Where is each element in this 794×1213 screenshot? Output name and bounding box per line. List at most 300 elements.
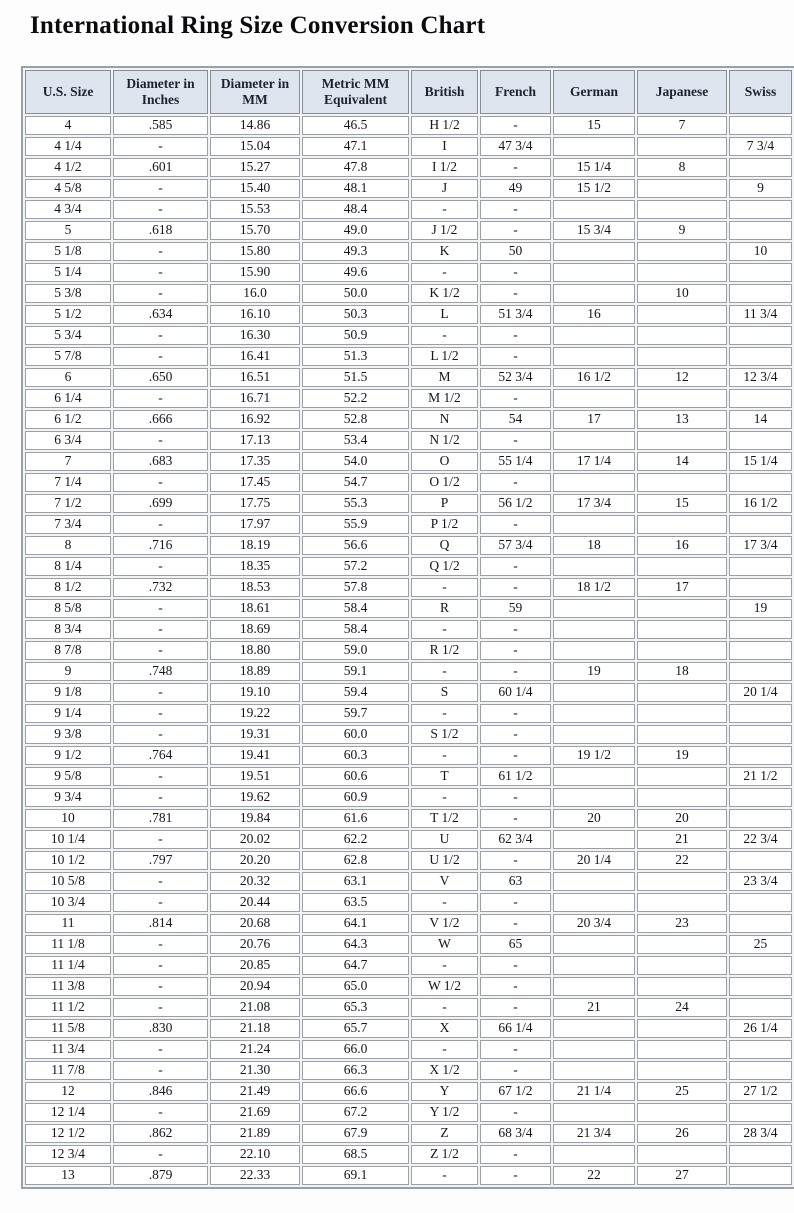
cell-german <box>553 788 635 807</box>
table-row <box>25 536 792 555</box>
cell-french: - <box>480 641 551 660</box>
cell-diameter-mm: 20.85 <box>210 956 300 975</box>
cell-swiss <box>729 515 792 534</box>
cell-swiss: 16 1/2 <box>729 494 792 513</box>
cell-french: - <box>480 851 551 870</box>
cell-diameter-mm: 15.27 <box>210 158 300 177</box>
cell-british: Q 1/2 <box>411 557 478 576</box>
cell-metric-mm: 59.1 <box>302 662 409 681</box>
cell-diameter-inches: .618 <box>113 221 208 240</box>
cell-japanese <box>637 1019 727 1038</box>
cell-us-size: 9 1/8 <box>25 683 111 702</box>
cell-french: - <box>480 284 551 303</box>
cell-us-size: 7 1/2 <box>25 494 111 513</box>
cell-us-size: 9 3/8 <box>25 725 111 744</box>
cell-metric-mm: 69.1 <box>302 1166 409 1185</box>
cell-french: - <box>480 956 551 975</box>
cell-french: - <box>480 704 551 723</box>
cell-french: 50 <box>480 242 551 261</box>
cell-swiss <box>729 977 792 996</box>
cell-diameter-mm: 21.69 <box>210 1103 300 1122</box>
cell-diameter-mm: 21.49 <box>210 1082 300 1101</box>
cell-japanese: 15 <box>637 494 727 513</box>
cell-diameter-inches: - <box>113 326 208 345</box>
cell-german: 20 <box>553 809 635 828</box>
cell-japanese <box>637 137 727 156</box>
cell-french: - <box>480 998 551 1017</box>
table-row <box>25 494 792 513</box>
cell-japanese <box>637 599 727 618</box>
cell-german: 21 3/4 <box>553 1124 635 1143</box>
cell-metric-mm: 51.5 <box>302 368 409 387</box>
cell-japanese <box>637 935 727 954</box>
cell-diameter-inches: .666 <box>113 410 208 429</box>
cell-german <box>553 872 635 891</box>
cell-us-size: 4 <box>25 116 111 135</box>
cell-us-size: 5 1/4 <box>25 263 111 282</box>
header-row <box>25 70 792 114</box>
cell-metric-mm: 48.4 <box>302 200 409 219</box>
cell-japanese <box>637 683 727 702</box>
cell-french: - <box>480 725 551 744</box>
cell-japanese <box>637 725 727 744</box>
cell-british: - <box>411 200 478 219</box>
cell-metric-mm: 57.8 <box>302 578 409 597</box>
table-row <box>25 662 792 681</box>
cell-diameter-mm: 18.80 <box>210 641 300 660</box>
cell-french: - <box>480 347 551 366</box>
cell-french: - <box>480 746 551 765</box>
cell-japanese: 14 <box>637 452 727 471</box>
cell-diameter-inches: - <box>113 1145 208 1164</box>
table-row <box>25 284 792 303</box>
cell-diameter-mm: 22.33 <box>210 1166 300 1185</box>
cell-metric-mm: 54.7 <box>302 473 409 492</box>
cell-german: 20 1/4 <box>553 851 635 870</box>
cell-french: - <box>480 431 551 450</box>
cell-french: - <box>480 116 551 135</box>
cell-diameter-inches: .699 <box>113 494 208 513</box>
cell-diameter-mm: 20.20 <box>210 851 300 870</box>
cell-french: - <box>480 158 551 177</box>
cell-diameter-inches: .650 <box>113 368 208 387</box>
table-row <box>25 1019 792 1038</box>
cell-diameter-mm: 21.24 <box>210 1040 300 1059</box>
cell-us-size: 7 <box>25 452 111 471</box>
cell-japanese: 13 <box>637 410 727 429</box>
table-row <box>25 452 792 471</box>
cell-diameter-mm: 19.10 <box>210 683 300 702</box>
table-header <box>25 70 792 114</box>
cell-japanese <box>637 620 727 639</box>
cell-german: 15 3/4 <box>553 221 635 240</box>
table-row <box>25 620 792 639</box>
cell-diameter-inches: - <box>113 1040 208 1059</box>
cell-diameter-mm: 20.44 <box>210 893 300 912</box>
cell-british: Y 1/2 <box>411 1103 478 1122</box>
cell-british: T 1/2 <box>411 809 478 828</box>
table-row <box>25 809 792 828</box>
cell-swiss <box>729 956 792 975</box>
cell-diameter-mm: 16.41 <box>210 347 300 366</box>
cell-german <box>553 326 635 345</box>
cell-us-size: 12 1/2 <box>25 1124 111 1143</box>
cell-swiss <box>729 788 792 807</box>
cell-japanese: 9 <box>637 221 727 240</box>
cell-us-size: 12 3/4 <box>25 1145 111 1164</box>
cell-japanese <box>637 347 727 366</box>
cell-french: 60 1/4 <box>480 683 551 702</box>
cell-us-size: 11 7/8 <box>25 1061 111 1080</box>
cell-diameter-mm: 21.08 <box>210 998 300 1017</box>
cell-japanese: 24 <box>637 998 727 1017</box>
cell-us-size: 9 <box>25 662 111 681</box>
cell-diameter-inches: - <box>113 620 208 639</box>
cell-diameter-inches: .683 <box>113 452 208 471</box>
cell-british: L <box>411 305 478 324</box>
cell-german: 16 1/2 <box>553 368 635 387</box>
cell-german <box>553 704 635 723</box>
cell-british: X 1/2 <box>411 1061 478 1080</box>
cell-swiss: 21 1/2 <box>729 767 792 786</box>
cell-diameter-mm: 15.04 <box>210 137 300 156</box>
cell-german: 15 1/4 <box>553 158 635 177</box>
cell-british: - <box>411 1040 478 1059</box>
cell-diameter-mm: 16.10 <box>210 305 300 324</box>
column-header-metric-mm: Metric MM Equivalent <box>302 70 409 114</box>
cell-metric-mm: 66.6 <box>302 1082 409 1101</box>
cell-metric-mm: 52.2 <box>302 389 409 408</box>
cell-us-size: 13 <box>25 1166 111 1185</box>
cell-swiss: 12 3/4 <box>729 368 792 387</box>
cell-diameter-inches: - <box>113 788 208 807</box>
cell-us-size: 10 5/8 <box>25 872 111 891</box>
cell-swiss: 9 <box>729 179 792 198</box>
cell-german <box>553 389 635 408</box>
cell-british: I <box>411 137 478 156</box>
cell-swiss: 20 1/4 <box>729 683 792 702</box>
cell-metric-mm: 49.0 <box>302 221 409 240</box>
cell-german <box>553 620 635 639</box>
cell-british: - <box>411 893 478 912</box>
cell-swiss <box>729 263 792 282</box>
cell-german <box>553 473 635 492</box>
cell-metric-mm: 64.7 <box>302 956 409 975</box>
cell-japanese: 10 <box>637 284 727 303</box>
cell-metric-mm: 46.5 <box>302 116 409 135</box>
column-header-swiss: Swiss <box>729 70 792 114</box>
table-row <box>25 893 792 912</box>
cell-japanese: 19 <box>637 746 727 765</box>
column-header-french: French <box>480 70 551 114</box>
cell-french: 56 1/2 <box>480 494 551 513</box>
cell-german: 19 <box>553 662 635 681</box>
cell-metric-mm: 53.4 <box>302 431 409 450</box>
cell-swiss: 23 3/4 <box>729 872 792 891</box>
cell-diameter-inches: - <box>113 200 208 219</box>
cell-japanese <box>637 872 727 891</box>
cell-swiss <box>729 620 792 639</box>
table-row <box>25 242 792 261</box>
cell-metric-mm: 60.3 <box>302 746 409 765</box>
cell-diameter-mm: 20.76 <box>210 935 300 954</box>
table-row <box>25 431 792 450</box>
cell-diameter-inches: - <box>113 935 208 954</box>
cell-diameter-mm: 14.86 <box>210 116 300 135</box>
cell-german <box>553 242 635 261</box>
cell-us-size: 6 <box>25 368 111 387</box>
cell-swiss <box>729 746 792 765</box>
cell-french: - <box>480 473 551 492</box>
cell-british: I 1/2 <box>411 158 478 177</box>
table-row <box>25 1061 792 1080</box>
cell-french: 67 1/2 <box>480 1082 551 1101</box>
cell-french: 59 <box>480 599 551 618</box>
cell-british: K <box>411 242 478 261</box>
cell-us-size: 9 1/2 <box>25 746 111 765</box>
cell-japanese <box>637 200 727 219</box>
cell-us-size: 10 <box>25 809 111 828</box>
cell-french: - <box>480 1040 551 1059</box>
cell-german <box>553 956 635 975</box>
cell-diameter-mm: 20.94 <box>210 977 300 996</box>
cell-diameter-mm: 19.41 <box>210 746 300 765</box>
cell-us-size: 6 1/4 <box>25 389 111 408</box>
cell-metric-mm: 62.8 <box>302 851 409 870</box>
table-row <box>25 578 792 597</box>
cell-swiss: 10 <box>729 242 792 261</box>
cell-british: J <box>411 179 478 198</box>
cell-british: R 1/2 <box>411 641 478 660</box>
cell-metric-mm: 57.2 <box>302 557 409 576</box>
cell-us-size: 5 3/8 <box>25 284 111 303</box>
cell-japanese <box>637 431 727 450</box>
cell-british: V <box>411 872 478 891</box>
cell-diameter-mm: 16.51 <box>210 368 300 387</box>
cell-german <box>553 557 635 576</box>
cell-japanese: 8 <box>637 158 727 177</box>
cell-metric-mm: 49.3 <box>302 242 409 261</box>
cell-swiss <box>729 221 792 240</box>
cell-french: 63 <box>480 872 551 891</box>
cell-german <box>553 767 635 786</box>
cell-french: 49 <box>480 179 551 198</box>
table-row <box>25 305 792 324</box>
cell-german <box>553 1145 635 1164</box>
cell-british: S <box>411 683 478 702</box>
cell-diameter-inches: - <box>113 872 208 891</box>
table-row <box>25 1166 792 1185</box>
cell-diameter-inches: - <box>113 956 208 975</box>
cell-japanese: 21 <box>637 830 727 849</box>
cell-diameter-inches: - <box>113 830 208 849</box>
cell-swiss <box>729 1103 792 1122</box>
cell-british: - <box>411 1166 478 1185</box>
cell-diameter-inches: - <box>113 725 208 744</box>
cell-german: 15 1/2 <box>553 179 635 198</box>
cell-japanese <box>637 704 727 723</box>
cell-us-size: 9 3/4 <box>25 788 111 807</box>
page-title: International Ring Size Conversion Chart <box>30 12 486 39</box>
cell-metric-mm: 60.6 <box>302 767 409 786</box>
cell-diameter-inches: .601 <box>113 158 208 177</box>
cell-japanese: 27 <box>637 1166 727 1185</box>
cell-japanese: 12 <box>637 368 727 387</box>
table-row <box>25 326 792 345</box>
cell-french: - <box>480 1166 551 1185</box>
cell-diameter-mm: 17.45 <box>210 473 300 492</box>
table-row <box>25 788 792 807</box>
cell-french: - <box>480 1145 551 1164</box>
cell-metric-mm: 68.5 <box>302 1145 409 1164</box>
table-row <box>25 851 792 870</box>
cell-swiss <box>729 662 792 681</box>
cell-swiss: 14 <box>729 410 792 429</box>
cell-metric-mm: 60.9 <box>302 788 409 807</box>
cell-japanese <box>637 767 727 786</box>
cell-japanese <box>637 893 727 912</box>
cell-metric-mm: 67.9 <box>302 1124 409 1143</box>
cell-german <box>553 977 635 996</box>
cell-metric-mm: 55.9 <box>302 515 409 534</box>
cell-us-size: 9 5/8 <box>25 767 111 786</box>
cell-japanese <box>637 1103 727 1122</box>
cell-us-size: 8 1/2 <box>25 578 111 597</box>
cell-diameter-inches: .716 <box>113 536 208 555</box>
cell-japanese <box>637 473 727 492</box>
column-header-diameter-mm: Diameter in MM <box>210 70 300 114</box>
table-row <box>25 221 792 240</box>
cell-us-size: 8 1/4 <box>25 557 111 576</box>
cell-diameter-inches: .748 <box>113 662 208 681</box>
column-header-british: British <box>411 70 478 114</box>
cell-metric-mm: 50.3 <box>302 305 409 324</box>
cell-german: 15 <box>553 116 635 135</box>
cell-diameter-inches: - <box>113 767 208 786</box>
cell-swiss <box>729 809 792 828</box>
cell-swiss <box>729 578 792 597</box>
table-row <box>25 389 792 408</box>
cell-us-size: 8 <box>25 536 111 555</box>
cell-diameter-inches: .732 <box>113 578 208 597</box>
cell-diameter-mm: 18.61 <box>210 599 300 618</box>
cell-swiss <box>729 431 792 450</box>
cell-french: - <box>480 1103 551 1122</box>
cell-metric-mm: 52.8 <box>302 410 409 429</box>
cell-french: - <box>480 515 551 534</box>
cell-diameter-mm: 19.31 <box>210 725 300 744</box>
cell-japanese: 16 <box>637 536 727 555</box>
table-row <box>25 1103 792 1122</box>
cell-diameter-mm: 20.68 <box>210 914 300 933</box>
cell-german <box>553 200 635 219</box>
cell-french: 47 3/4 <box>480 137 551 156</box>
cell-french: - <box>480 221 551 240</box>
cell-british: K 1/2 <box>411 284 478 303</box>
cell-british: Z 1/2 <box>411 1145 478 1164</box>
cell-swiss: 19 <box>729 599 792 618</box>
column-header-german: German <box>553 70 635 114</box>
cell-metric-mm: 58.4 <box>302 620 409 639</box>
cell-us-size: 11 3/4 <box>25 1040 111 1059</box>
cell-metric-mm: 56.6 <box>302 536 409 555</box>
cell-metric-mm: 63.5 <box>302 893 409 912</box>
cell-british: N 1/2 <box>411 431 478 450</box>
cell-german: 16 <box>553 305 635 324</box>
cell-metric-mm: 58.4 <box>302 599 409 618</box>
cell-swiss <box>729 914 792 933</box>
cell-us-size: 5 1/2 <box>25 305 111 324</box>
cell-german: 21 1/4 <box>553 1082 635 1101</box>
table-row <box>25 347 792 366</box>
cell-metric-mm: 63.1 <box>302 872 409 891</box>
cell-diameter-mm: 16.92 <box>210 410 300 429</box>
cell-us-size: 4 3/4 <box>25 200 111 219</box>
cell-german <box>553 284 635 303</box>
cell-swiss <box>729 1145 792 1164</box>
cell-german: 22 <box>553 1166 635 1185</box>
cell-diameter-inches: - <box>113 683 208 702</box>
column-header-diameter-inches: Diameter in Inches <box>113 70 208 114</box>
cell-japanese: 20 <box>637 809 727 828</box>
cell-diameter-inches: .634 <box>113 305 208 324</box>
cell-diameter-mm: 15.90 <box>210 263 300 282</box>
cell-metric-mm: 60.0 <box>302 725 409 744</box>
cell-metric-mm: 48.1 <box>302 179 409 198</box>
cell-diameter-inches: - <box>113 893 208 912</box>
cell-british: W 1/2 <box>411 977 478 996</box>
cell-diameter-mm: 21.89 <box>210 1124 300 1143</box>
cell-japanese: 7 <box>637 116 727 135</box>
cell-japanese <box>637 1040 727 1059</box>
cell-french: - <box>480 389 551 408</box>
cell-us-size: 11 5/8 <box>25 1019 111 1038</box>
cell-british: - <box>411 620 478 639</box>
cell-us-size: 8 3/4 <box>25 620 111 639</box>
table-row <box>25 914 792 933</box>
cell-swiss: 27 1/2 <box>729 1082 792 1101</box>
table-row <box>25 263 792 282</box>
cell-french: 68 3/4 <box>480 1124 551 1143</box>
cell-metric-mm: 59.7 <box>302 704 409 723</box>
cell-british: X <box>411 1019 478 1038</box>
cell-british: Y <box>411 1082 478 1101</box>
cell-french: - <box>480 200 551 219</box>
cell-french: - <box>480 557 551 576</box>
cell-french: - <box>480 809 551 828</box>
cell-german <box>553 1019 635 1038</box>
cell-metric-mm: 50.0 <box>302 284 409 303</box>
cell-german <box>553 725 635 744</box>
cell-french: 55 1/4 <box>480 452 551 471</box>
cell-british: T <box>411 767 478 786</box>
cell-metric-mm: 59.4 <box>302 683 409 702</box>
cell-diameter-inches: - <box>113 242 208 261</box>
cell-japanese: 26 <box>637 1124 727 1143</box>
cell-diameter-mm: 20.32 <box>210 872 300 891</box>
cell-german: 17 <box>553 410 635 429</box>
cell-japanese <box>637 1145 727 1164</box>
cell-french: 66 1/4 <box>480 1019 551 1038</box>
cell-diameter-inches: .797 <box>113 851 208 870</box>
cell-german: 18 1/2 <box>553 578 635 597</box>
cell-swiss <box>729 851 792 870</box>
table-row <box>25 410 792 429</box>
table-row <box>25 137 792 156</box>
cell-metric-mm: 67.2 <box>302 1103 409 1122</box>
table-row <box>25 704 792 723</box>
cell-diameter-inches: - <box>113 977 208 996</box>
